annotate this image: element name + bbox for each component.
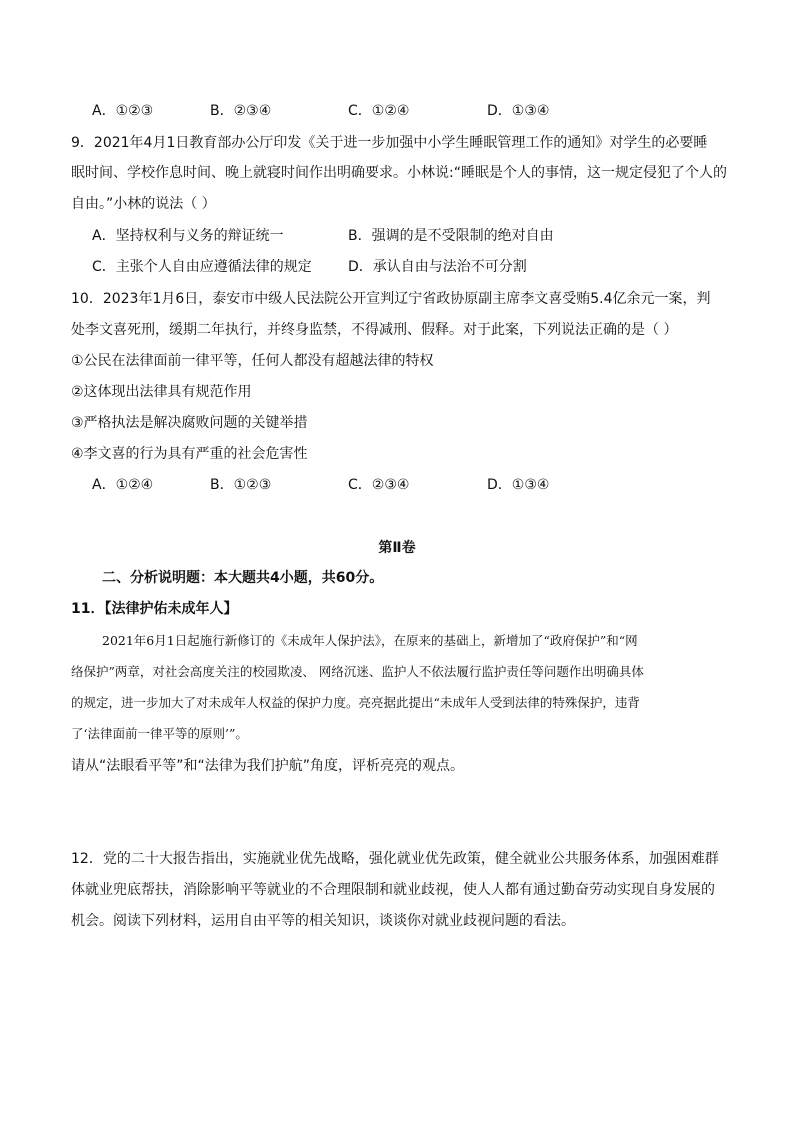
q10-stem-line-2: 处李文喜死刑，缓期二年执行，并终身监禁，不得减刑、假释。对于此案，下列说法正确的是（ ） [71, 322, 678, 338]
q10-statement-2: ②这体现出法律具有规范作用 [71, 384, 252, 400]
q9-stem-line-3: 自由。”小林的说法（ ） [71, 196, 216, 212]
section-heading: 二、分析说明题：本大题共4小题，共60分。 [102, 570, 384, 586]
q10-statement-1: ①公民在法律面前一律平等，任何人都没有超越法律的特权 [71, 353, 434, 369]
q10-stem-line-1: 10．2023年1月6日，泰安市中级人民法院公开宣判辽宁省政协原副主席李文喜受贿5.4亿余元一案，判 [71, 291, 711, 307]
q11-material-line-3: 的规定，进一步加大了对未成年人权益的保护力度。亮亮据此提出“未成年人受到法律的特殊保护，违背 [71, 695, 640, 710]
q8-option-b: B．②③④ [210, 103, 272, 119]
q10-statement-3: ③严格执法是解决腐败问题的关键举措 [71, 415, 308, 431]
q12-stem-line-2: 体就业兜底帮扶，消除影响平等就业的不合理限制和就业歧视，使人人都有通过勤奋劳动实现自身发展的 [71, 882, 715, 898]
q11-question: 请从“法眼看平等”和“法律为我们护航”角度，评析亮亮的观点。 [71, 758, 465, 774]
section-title: 第Ⅱ卷 [378, 540, 416, 556]
q10-statement-4: ④李文喜的行为具有严重的社会危害性 [71, 446, 308, 462]
q9-stem-line-2: 眠时间、学校作息时间、晚上就寝时间作出明确要求。小林说:“睡眠是个人的事情，这一规定侵犯了个人的 [71, 165, 727, 181]
q9-option-c: C．主张个人自由应遵循法律的规定 [92, 259, 312, 275]
q11-material-line-2: 络保护”两章，对社会高度关注的校园欺凌、 网络沉迷、监护人不依法履行监护责任等问题作出明确具体 [71, 664, 644, 679]
q12-stem-line-1: 12．党的二十大报告指出，实施就业优先战略，强化就业优先政策，健全就业公共服务体系，加强困难群 [71, 851, 719, 867]
q8-option-a: A．①②③ [92, 103, 154, 119]
q10-option-d: D．①③④ [487, 477, 550, 493]
q10-option-b: B．①②③ [210, 477, 272, 493]
q12-stem-line-3: 机会。阅读下列材料，运用自由平等的相关知识，谈谈你对就业歧视问题的看法。 [71, 913, 575, 929]
q11-material-line-1: 2021年6月1日起施行新修订的《未成年人保护法》，在原来的基础上，新增加了“政府保护”和“网 [102, 633, 638, 648]
q8-option-c: C．①②④ [348, 103, 410, 119]
q10-option-a: A．①②④ [92, 477, 154, 493]
q8-option-d: D．①③④ [487, 103, 550, 119]
q9-stem-line-1: 9．2021年4月1日教育部办公厅印发《关于进一步加强中小学生睡眠管理工作的通知》对学生的必要睡 [71, 135, 708, 151]
q11-title: 11．【法律护佑未成年人】 [71, 601, 238, 617]
q11-material-line-4: 了‘法律面前一律平等的原则’”。 [71, 726, 248, 741]
q10-option-c: C．②③④ [348, 477, 410, 493]
q9-option-b: B．强调的是不受限制的绝对自由 [348, 228, 554, 244]
q9-option-d: D．承认自由与法治不可分割 [348, 259, 527, 275]
q9-option-a: A．坚持权利与义务的辩证统一 [92, 228, 284, 244]
